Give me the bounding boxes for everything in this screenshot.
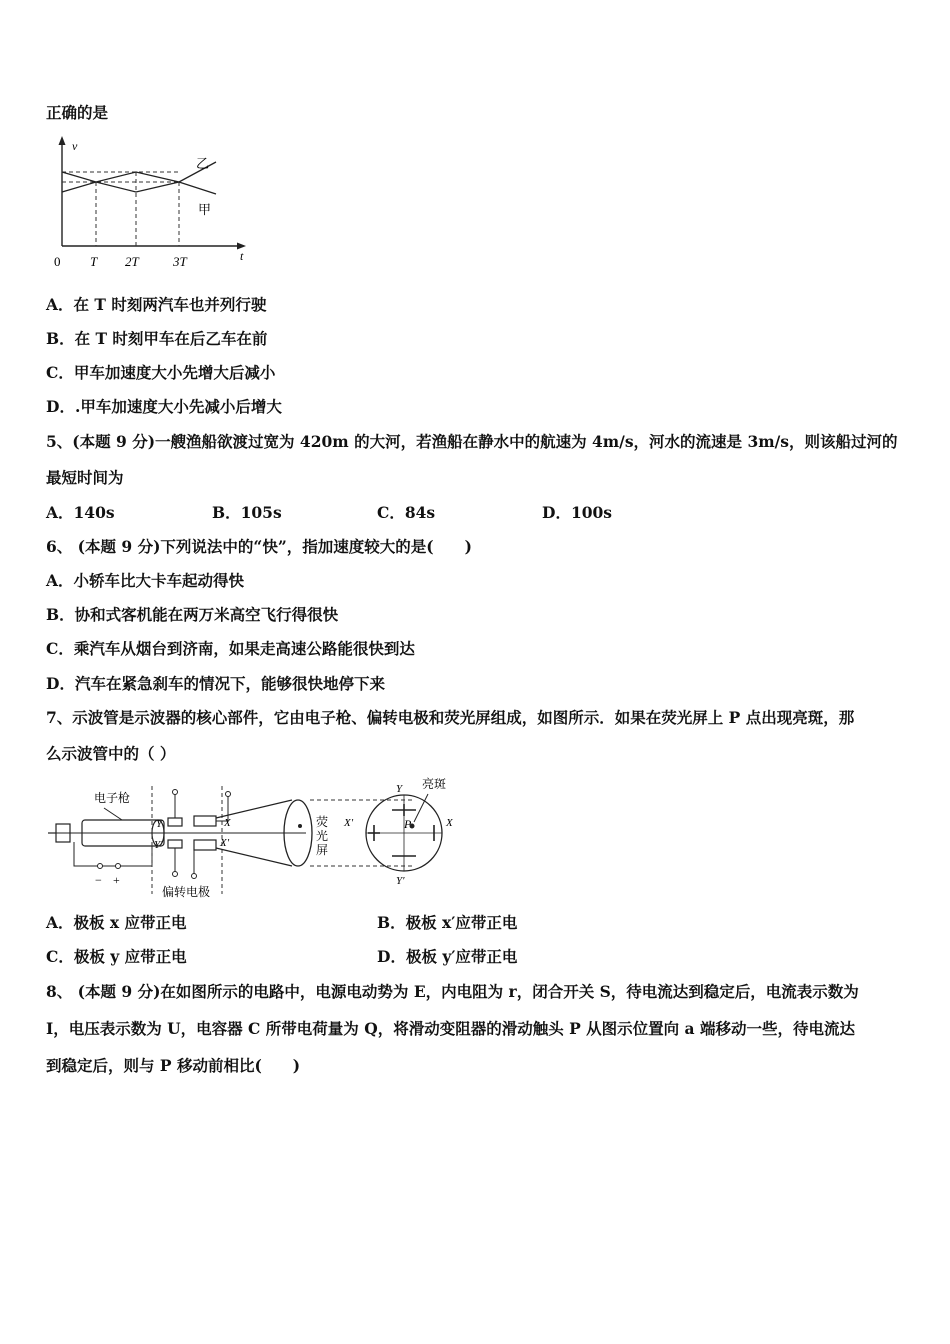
q8-stem-line1: 8、 (本题 9 分)在如图所示的电路中，电源电动势为 E，内电阻为 r，闭合开关 S，待电流达到稳定后，电流表示数为: [46, 982, 859, 1001]
q7-option-a: A．极板 x 应带正电: [46, 913, 187, 932]
label-plus: +: [113, 873, 120, 887]
q8-stem-line2: I，电压表示数为 U，电容器 C 所带电荷量为 Q，将滑动变阻器的滑动触头 P 从图示位置向 a 端移动一些，待电流达: [46, 1019, 855, 1038]
tick-3t: 3T: [173, 254, 187, 269]
q5-option-d: D．100s: [542, 503, 613, 522]
label-front-y: Y: [396, 783, 403, 795]
q4-option-c: C．甲车加速度大小先增大后减小: [46, 363, 276, 382]
label-plate-y: Y: [156, 818, 163, 830]
label-front-x-prime: X′: [344, 817, 354, 829]
vt-graph: [46, 132, 256, 274]
label-front-x: X: [446, 817, 453, 829]
q5-stem-line2: 最短时间为: [46, 468, 124, 487]
q7-stem-line2: 么示波管中的（ ）: [46, 744, 176, 763]
label-minus: −: [95, 873, 102, 887]
q6-option-b: B．协和式客机能在两万米高空飞行得很快: [46, 605, 339, 624]
tick-0: 0: [54, 254, 61, 269]
label-plates: 偏转电极: [162, 885, 211, 899]
curve-jia: [62, 162, 216, 192]
label-yi: 乙: [196, 156, 210, 171]
q5-stem-line1: 5、(本题 9 分)一艘渔船欲渡过宽为 420m 的大河，若渔船在静水中的航速为 4m/s，河水的流速是 3m/s，则该船过河的: [46, 432, 898, 451]
q5-option-a: A．140s: [46, 503, 115, 522]
x-axis-label: t: [240, 249, 244, 263]
q7-option-c: C．极板 y 应带正电: [46, 947, 187, 966]
plate-y-prime: [168, 840, 182, 848]
q6-stem: 6、 (本题 9 分)下列说法中的“快”，指加速度较大的是( ): [46, 537, 472, 556]
label-screen-3: 屏: [316, 843, 329, 857]
y-axis-label: v: [72, 139, 78, 153]
label-gun: 电子枪: [94, 791, 131, 805]
q8-stem-line3: 到稳定后，则与 P 移动前相比( ): [46, 1056, 301, 1075]
label-screen-1: 荧: [316, 815, 329, 829]
q4-option-b: B．在 T 时刻甲车在后乙车在前: [46, 329, 268, 348]
q5-option-b: B．105s: [212, 503, 282, 522]
q7-stem-line1: 7、示波管是示波器的核心部件，它由电子枪、偏转电极和荧光屏组成，如图所示．如果在荧光屏上 P 点出现亮斑，那: [46, 708, 855, 727]
label-jia: 甲: [198, 202, 212, 217]
q6-option-d: D．汽车在紧急刹车的情况下，能够很快地停下来: [46, 674, 385, 693]
oscilloscope-figure: [44, 774, 464, 900]
q7-option-d: D．极板 y′应带正电: [377, 947, 518, 966]
label-plate-y-prime: Y′: [154, 839, 163, 851]
plate-y: [168, 818, 182, 826]
q6-option-c: C．乘汽车从烟台到济南，如果走高速公路能很快到达: [46, 639, 415, 658]
label-p: P: [404, 817, 412, 831]
tick-t: T: [90, 254, 98, 269]
label-plate-x-prime: X′: [220, 837, 230, 849]
tick-2t: 2T: [125, 254, 139, 269]
label-plate-x: X: [224, 817, 231, 829]
q4-option-d: D．.甲车加速度大小先减小后增大: [46, 397, 282, 416]
label-screen-2: 光: [316, 829, 329, 843]
q5-option-c: C．84s: [377, 503, 436, 522]
q6-option-a: A．小轿车比大卡车起动得快: [46, 571, 245, 590]
y-axis-arrow: [59, 136, 66, 145]
plate-x-prime: [194, 840, 216, 850]
q7-option-b: B．极板 x′应带正电: [377, 913, 518, 932]
label-front-y-prime: Y′: [396, 875, 405, 887]
plate-x: [194, 816, 216, 826]
intro-text: 正确的是: [46, 103, 109, 122]
label-spot: 亮斑: [422, 777, 447, 791]
q4-option-a: A．在 T 时刻两汽车也并列行驶: [46, 295, 267, 314]
